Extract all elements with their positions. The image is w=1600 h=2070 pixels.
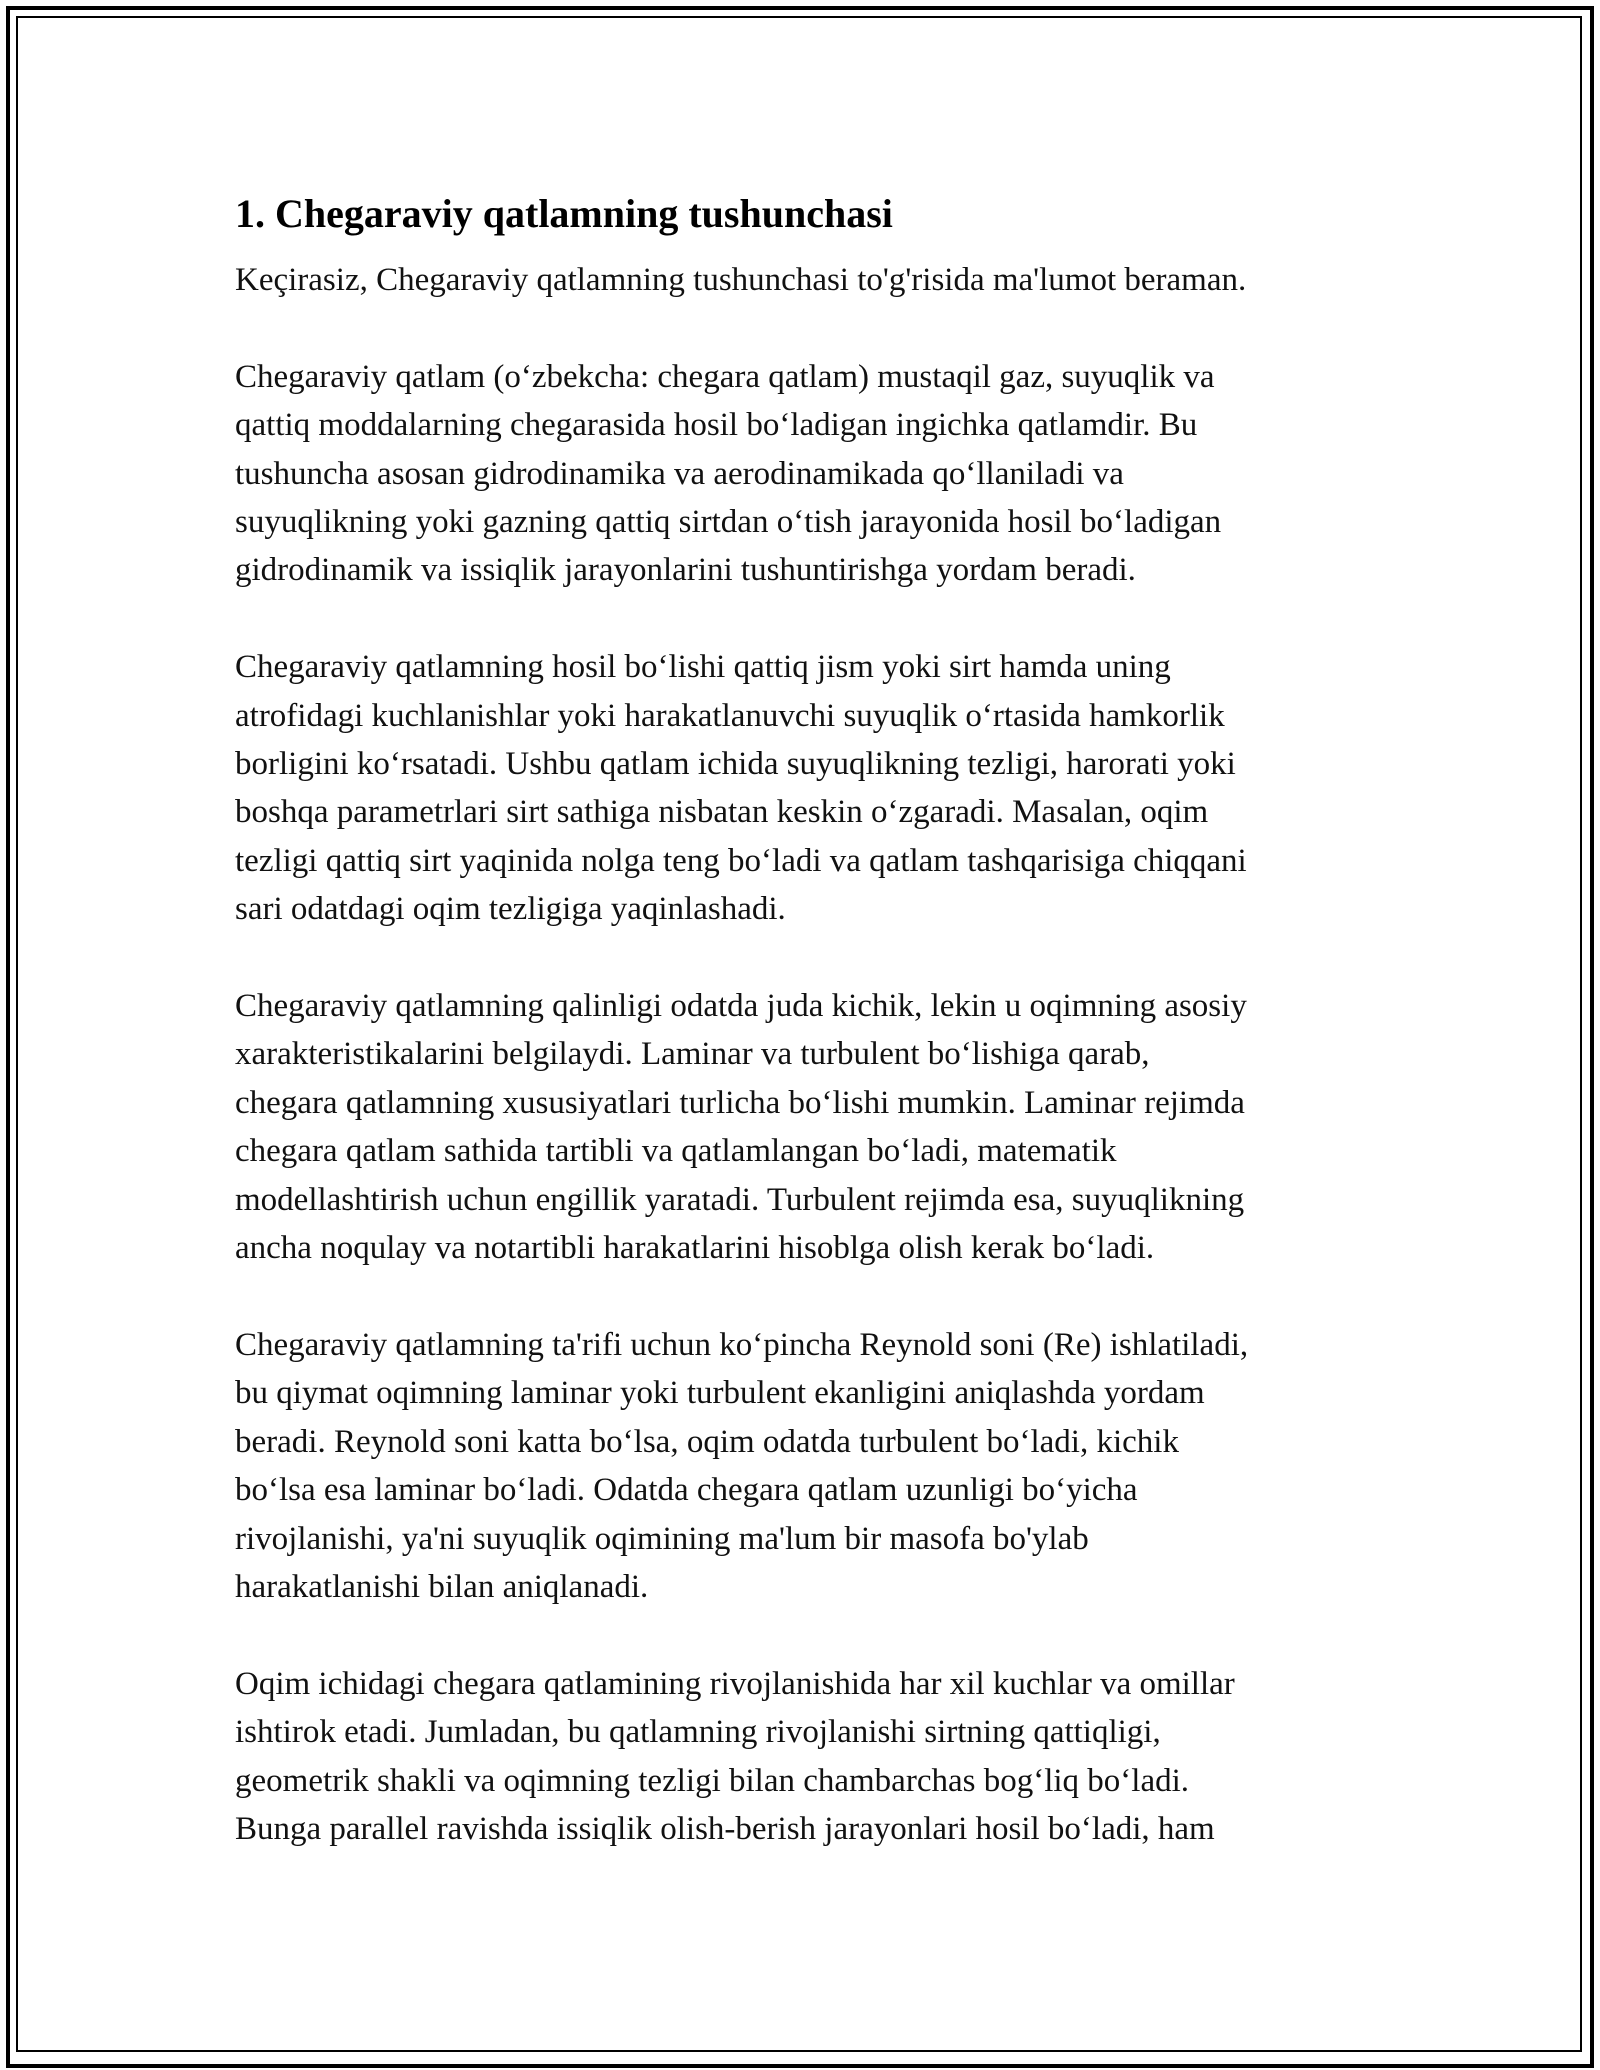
document-body — [235, 184, 1365, 1902]
paragraph-line: ancha noqulay va notartibli harakatlarini hisoblga olish kerak bo‘ladi. — [235, 1230, 1155, 1267]
paragraph-line: tushuncha asosan gidrodinamika va aerodinamikada qo‘llaniladi va — [235, 455, 1124, 492]
document-title: 1. Chegaraviy qatlamning tushunchasi — [235, 191, 893, 236]
paragraph-line: sari odatdagi oqim tezligiga yaqinlashadi. — [235, 891, 786, 928]
paragraph-line: Bunga parallel ravishda issiqlik olish-berish jarayonlari hosil bo‘ladi, ham — [235, 1810, 1215, 1847]
paragraph-line: Chegaraviy qatlam (o‘zbekcha: chegara qatlam) mustaqil gaz, suyuqlik va — [235, 358, 1215, 395]
paragraph-container — [235, 256, 1365, 1853]
paragraph-line: borligini ko‘rsatadi. Ushbu qatlam ichida suyuqlikning tezligi, harorati yoki — [235, 746, 1236, 783]
paragraph — [235, 1321, 1365, 1611]
paragraph-line: bo‘lsa esa laminar bo‘ladi. Odatda chegara qatlam uzunligi bo‘yicha — [235, 1472, 1138, 1509]
paragraph-line: chegara qatlamning xususiyatlari turlicha bo‘lishi mumkin. Laminar rejimda — [235, 1084, 1245, 1121]
paragraph-line: Chegaraviy qatlamning ta'rifi uchun ko‘pincha Reynold soni (Re) ishlatiladi, — [235, 1326, 1249, 1363]
paragraph-line: rivojlanishi, ya'ni suyuqlik oqimining ma'lum bir masofa bo'ylab — [235, 1520, 1089, 1557]
paragraph-line: tezligi qattiq sirt yaqinida nolga teng bo‘ladi va qatlam tashqarisiga chiqqani — [235, 842, 1247, 879]
paragraph-line: Chegaraviy qatlamning qalinligi odatda juda kichik, lekin u oqimning asosiy — [235, 988, 1247, 1025]
paragraph-line: Chegaraviy qatlamning hosil bo‘lishi qattiq jism yoki sirt hamda uning — [235, 649, 1171, 686]
paragraph-line: atrofidagi kuchlanishlar yoki harakatlanuvchi suyuqlik o‘rtasida hamkorlik — [235, 697, 1225, 734]
paragraph-line: geometrik shakli va oqimning tezligi bilan chambarchas bog‘liq bo‘ladi. — [235, 1762, 1190, 1799]
paragraph-line: Keçirasiz, Chegaraviy qatlamning tushunchasi to'g'risida ma'lumot beraman. — [235, 262, 1247, 298]
paragraph — [235, 256, 1365, 304]
paragraph-line: harakatlanishi bilan aniqlanadi. — [235, 1568, 649, 1605]
paragraph-line: modellashtirish uchun engillik yaratadi. Turbulent rejimda esa, suyuqlikning — [235, 1181, 1245, 1218]
paragraph — [235, 353, 1365, 595]
paragraph — [235, 643, 1365, 933]
paragraph-line: xarakteristikalarini belgilaydi. Laminar va turbulent bo‘lishiga qarab, — [235, 1036, 1150, 1073]
paragraph-line: beradi. Reynold soni katta bo‘lsa, oqim odatda turbulent bo‘ladi, kichik — [235, 1423, 1179, 1460]
paragraph-line: bu qiymat oqimning laminar yoki turbulent ekanligini aniqlashda yordam — [235, 1375, 1205, 1412]
paragraph-line: qattiq moddalarning chegarasida hosil bo‘ladigan ingichka qatlamdir. Bu — [235, 407, 1198, 444]
paragraph — [235, 982, 1365, 1272]
paragraph-line: gidrodinamik va issiqlik jarayonlarini tushuntirishga yordam beradi. — [235, 552, 1136, 589]
paragraph-line: boshqa parametrlari sirt sathiga nisbatan keskin o‘zgaradi. Masalan, oqim — [235, 794, 1209, 831]
paragraph-line: Oqim ichidagi chegara qatlamining rivojlanishida har xil kuchlar va omillar — [235, 1665, 1235, 1702]
paragraph-line: ishtirok etadi. Jumladan, bu qatlamning rivojlanishi sirtning qattiqligi, — [235, 1714, 1161, 1751]
paragraph-line: chegara qatlam sathida tartibli va qatlamlangan bo‘ladi, matematik — [235, 1133, 1117, 1170]
paragraph — [235, 1660, 1365, 1854]
paragraph-line: suyuqlikning yoki gazning qattiq sirtdan o‘tish jarayonida hosil bo‘ladigan — [235, 504, 1222, 541]
